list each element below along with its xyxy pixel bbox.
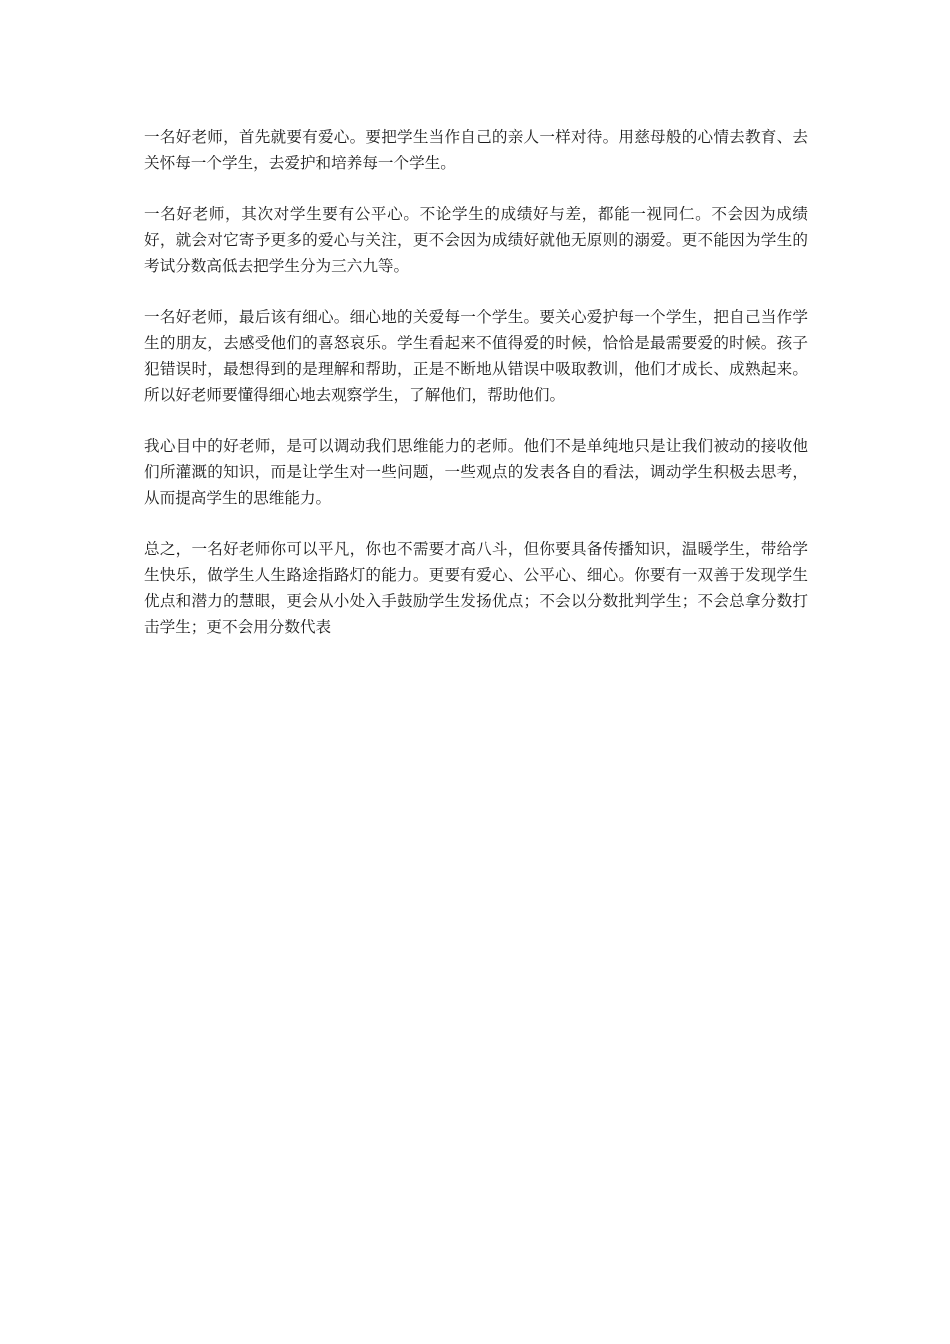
paragraph-5: 总之，一名好老师你可以平凡，你也不需要才高八斗，但你要具备传播知识，温暖学生，带给学生快乐，做学生人生路途指路灯的能力。更要有爱心、公平心、细心。你要有一双善于发现学生优点和潜力的慧眼，更会从小处入手鼓励学生发扬优点；不会以分数批判学生；不会总拿分数打击学生；更不会用分数代表 (144, 540, 808, 636)
paragraph-1: 一名好老师，首先就要有爱心。要把学生当作自己的亲人一样对待。用慈母般的心情去教育、去关怀每一个学生，去爱护和培养每一个学生。 (144, 128, 808, 172)
paragraph-4: 我心目中的好老师，是可以调动我们思维能力的老师。他们不是单纯地只是让我们被动的接收他们所灌溉的知识，而是让学生对一些问题，一些观点的发表各自的看法，调动学生积极去思考，从而提高学生的思维能力。 (144, 437, 808, 507)
paragraph-2: 一名好老师，其次对学生要有公平心。不论学生的成绩好与差，都能一视同仁。不会因为成绩好，就会对它寄予更多的爱心与关注，更不会因为成绩好就他无原则的溺爱。更不能因为学生的考试分数高低去把学生分为三六九等。 (144, 205, 808, 275)
paragraph-3: 一名好老师，最后该有细心。细心地的关爱每一个学生。要关心爱护每一个学生，把自己当作学生的朋友，去感受他们的喜怒哀乐。学生看起来不值得爱的时候，恰恰是最需要爱的时候。孩子犯错误时，最想得到的是理解和帮助，正是不断地从错误中吸取教训，他们才成长、成熟起来。所以好老师要懂得细心地去观察学生，了解他们，帮助他们。 (144, 308, 808, 404)
document-body (144, 124, 808, 665)
